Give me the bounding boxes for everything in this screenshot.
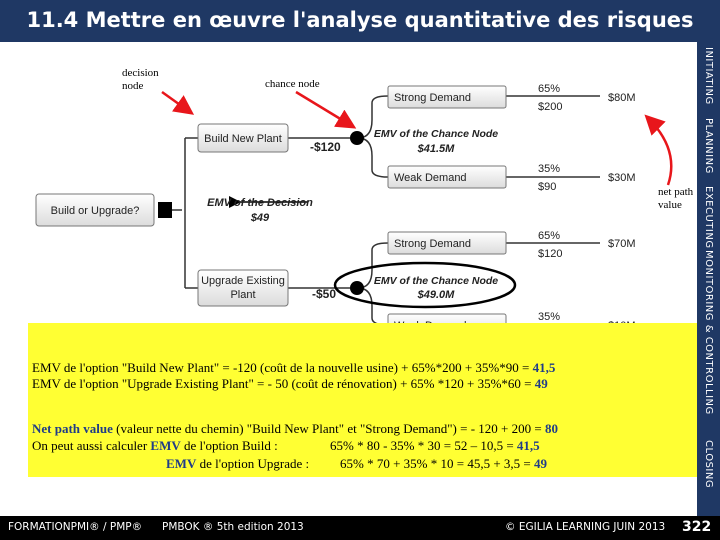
outcome-label: Weak Demand xyxy=(394,172,467,184)
footer-right: © EGILIA LEARNING JUIN 2013 xyxy=(505,521,666,533)
explanation-line-3: Net path value (valeur nette du chemin) "Build New Plant" et "Strong Demand") = - 120 + 200 = 80 xyxy=(32,421,558,436)
emv-chance-upgrade-title: EMV of the Chance Node xyxy=(373,275,499,287)
branch-upgrade-label-2: Plant xyxy=(230,289,256,301)
slide-title: 11.4 Mettre en œuvre l'analyse quantitative des risques xyxy=(26,8,694,32)
probability-label: 35% xyxy=(538,311,561,323)
emv-chance-build-value: $41.5M xyxy=(417,143,455,155)
chance-node-build xyxy=(350,131,364,145)
decision-node-note: decision node xyxy=(122,67,159,92)
payoff-label: $90 xyxy=(538,181,557,193)
net-value-label: $80M xyxy=(608,92,636,104)
net-value-label: $70M xyxy=(608,238,636,250)
emv-chance-upgrade-value: $49.0M xyxy=(417,289,455,301)
explanation-line-2: EMV de l'option "Upgrade Existing Plant" = - 50 (coût de rénovation) + 65% *120 + 35%*60 = 49 xyxy=(32,376,548,391)
branch-upgrade-cost: -$50 xyxy=(312,287,337,301)
branch-upgrade-label-1: Upgrade Existing xyxy=(201,275,285,287)
probability-label: 35% xyxy=(538,163,561,175)
footer-center: PMBOK ® 5th edition 2013 xyxy=(162,521,304,533)
net-value-label: $30M xyxy=(608,172,636,184)
outcome-label: Strong Demand xyxy=(394,92,472,104)
explanation-line-5-calc: 65% * 70 + 35% * 10 = 45,5 + 3,5 = 49 xyxy=(340,456,547,471)
payoff-label: $200 xyxy=(538,101,563,113)
emv-decision-title: EMV of the Decision xyxy=(207,197,313,209)
chance-node-note: chance node xyxy=(265,78,320,90)
root-label: Build or Upgrade? xyxy=(50,205,140,217)
explanation-line-4: On peut aussi calculer EMV de l'option Build : xyxy=(32,438,278,453)
probability-label: 65% xyxy=(538,230,561,242)
explanation-line-4-calc: 65% * 80 - 35% * 30 = 52 – 10,5 = 41,5 xyxy=(330,438,540,453)
page-number: 322 xyxy=(682,519,712,535)
emv-decision-value: $49 xyxy=(250,212,270,224)
probability-label: 65% xyxy=(538,83,561,95)
branch-build-cost: -$120 xyxy=(310,140,341,154)
chance-node-upgrade xyxy=(350,281,364,295)
outcome-label: Strong Demand xyxy=(394,238,472,250)
tab-planning: PLANNING xyxy=(703,118,714,174)
tab-executing: EXECUTING xyxy=(703,185,714,249)
net-path-value-note: net path value xyxy=(658,186,694,211)
footer-left: FORMATIONPMI® / PMP® xyxy=(8,521,143,533)
tab-monitoring-controlling: MONITORING & CONTROLLING xyxy=(703,249,714,415)
branch-build-label: Build New Plant xyxy=(204,133,282,145)
tab-initiating: INITIATING xyxy=(703,47,714,105)
explanation-line-5: EMV de l'option Upgrade : xyxy=(166,456,310,471)
decision-node-square xyxy=(158,202,172,218)
payoff-label: $120 xyxy=(538,248,563,260)
tab-closing: CLOSING xyxy=(703,439,714,489)
explanation-line-1: EMV de l'option "Build New Plant" = -120 (coût de la nouvelle usine) + 65%*200 + 35%*90 = 41,5 xyxy=(32,360,556,375)
emv-chance-build-title: EMV of the Chance Node xyxy=(373,128,499,140)
